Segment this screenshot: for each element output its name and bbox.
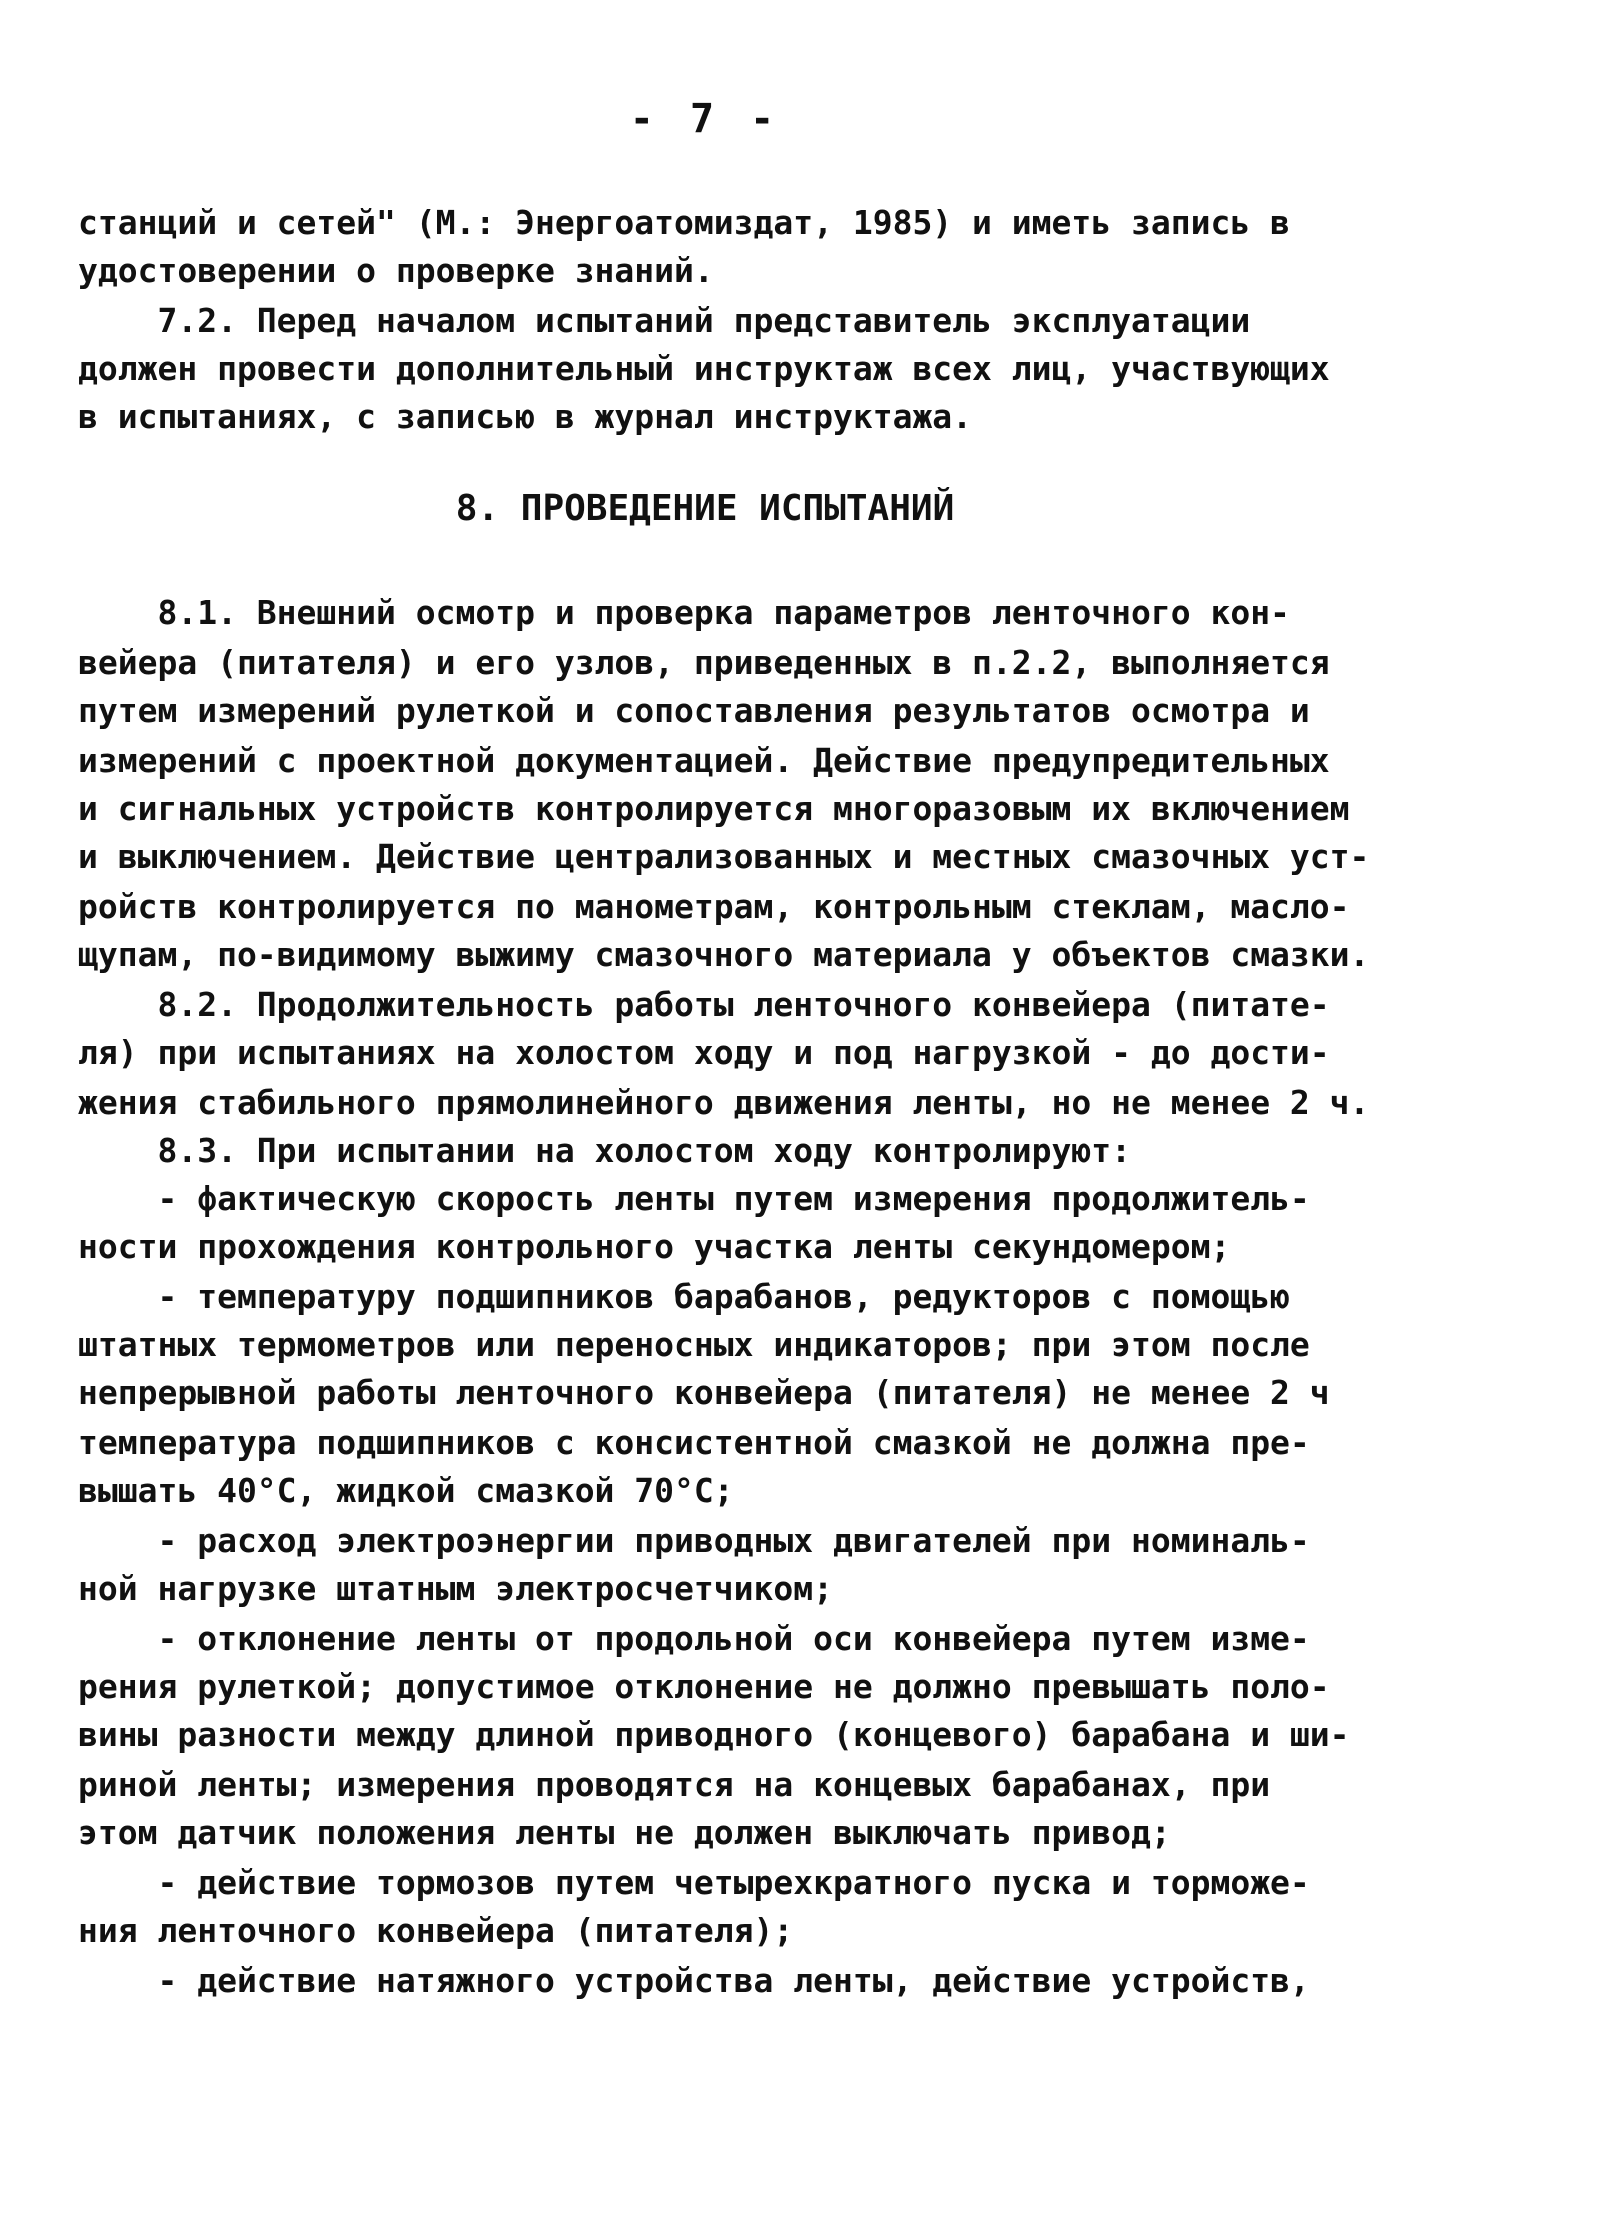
text-line: непрерывной работы ленточного конвейера (питателя) не менее 2 ч bbox=[78, 1373, 1330, 1412]
text-line: и сигнальных устройств контролируется многоразовым их включением bbox=[78, 789, 1350, 828]
page-number: - 7 - bbox=[629, 96, 781, 142]
text-line: 8.1. Внешний осмотр и проверка параметров ленточного кон- bbox=[78, 593, 1290, 632]
text-line: должен провести дополнительный инструктаж всех лиц, участвующих bbox=[78, 349, 1330, 388]
text-line: температура подшипников с консистентной смазкой не должна пре- bbox=[78, 1423, 1310, 1462]
text-line: и выключением. Действие централизованных и местных смазочных уст- bbox=[78, 837, 1370, 876]
text-line: штатных термометров или переносных индикаторов; при этом после bbox=[78, 1325, 1310, 1364]
text-line: рения рулеткой; допустимое отклонение не должно превышать поло- bbox=[78, 1667, 1330, 1706]
text-line: ности прохождения контрольного участка ленты секундомером; bbox=[78, 1227, 1231, 1266]
text-line: - действие тормозов путем четырехкратного пуска и торможе- bbox=[78, 1863, 1310, 1902]
text-line: 7.2. Перед началом испытаний представитель эксплуатации bbox=[78, 301, 1251, 340]
text-line: вышать 40°С, жидкой смазкой 70°С; bbox=[78, 1471, 734, 1510]
text-line: жения стабильного прямолинейного движения ленты, но не менее 2 ч. bbox=[78, 1083, 1370, 1122]
text-line: - температуру подшипников барабанов, редукторов с помощью bbox=[78, 1277, 1290, 1316]
text-line: щупам, по-видимому выжиму смазочного материала у объектов смазки. bbox=[78, 935, 1370, 974]
text-line: - расход электроэнергии приводных двигателей при номиналь- bbox=[78, 1521, 1310, 1560]
text-line: ройств контролируется по манометрам, контрольным стеклам, масло- bbox=[78, 887, 1350, 926]
text-line: станций и сетей" (М.: Энергоатомиздат, 1985) и иметь запись в bbox=[78, 203, 1290, 242]
text-line: 8.3. При испытании на холостом ходу контролируют: bbox=[78, 1131, 1131, 1170]
text-line: риной ленты; измерения проводятся на концевых барабанах, при bbox=[78, 1765, 1271, 1804]
text-line: в испытаниях, с записью в журнал инструктажа. bbox=[78, 397, 973, 436]
text-line: - отклонение ленты от продольной оси конвейера путем изме- bbox=[78, 1619, 1310, 1658]
text-line: ной нагрузке штатным электросчетчиком; bbox=[78, 1569, 833, 1608]
text-line: удостоверении о проверке знаний. bbox=[78, 251, 714, 290]
text-line: - действие натяжного устройства ленты, действие устройств, bbox=[78, 1961, 1310, 2000]
section-heading: 8. ПРОВЕДЕНИЕ ИСПЫТАНИЙ bbox=[455, 488, 955, 529]
text-line: ля) при испытаниях на холостом ходу и под нагрузкой - до дости- bbox=[78, 1033, 1330, 1072]
text-line: ния ленточного конвейера (питателя); bbox=[78, 1911, 794, 1950]
text-line: путем измерений рулеткой и сопоставления результатов осмотра и bbox=[78, 691, 1310, 730]
text-line: измерений с проектной документацией. Действие предупредительных bbox=[78, 741, 1330, 780]
text-line: этом датчик положения ленты не должен выключать привод; bbox=[78, 1813, 1171, 1852]
text-line: - фактическую скорость ленты путем измерения продолжитель- bbox=[78, 1179, 1310, 1218]
text-line: 8.2. Продолжительность работы ленточного конвейера (питате- bbox=[78, 985, 1330, 1024]
text-line: вейера (питателя) и его узлов, приведенных в п.2.2, выполняется bbox=[78, 643, 1330, 682]
text-line: вины разности между длиной приводного (концевого) барабана и ши- bbox=[78, 1715, 1350, 1754]
